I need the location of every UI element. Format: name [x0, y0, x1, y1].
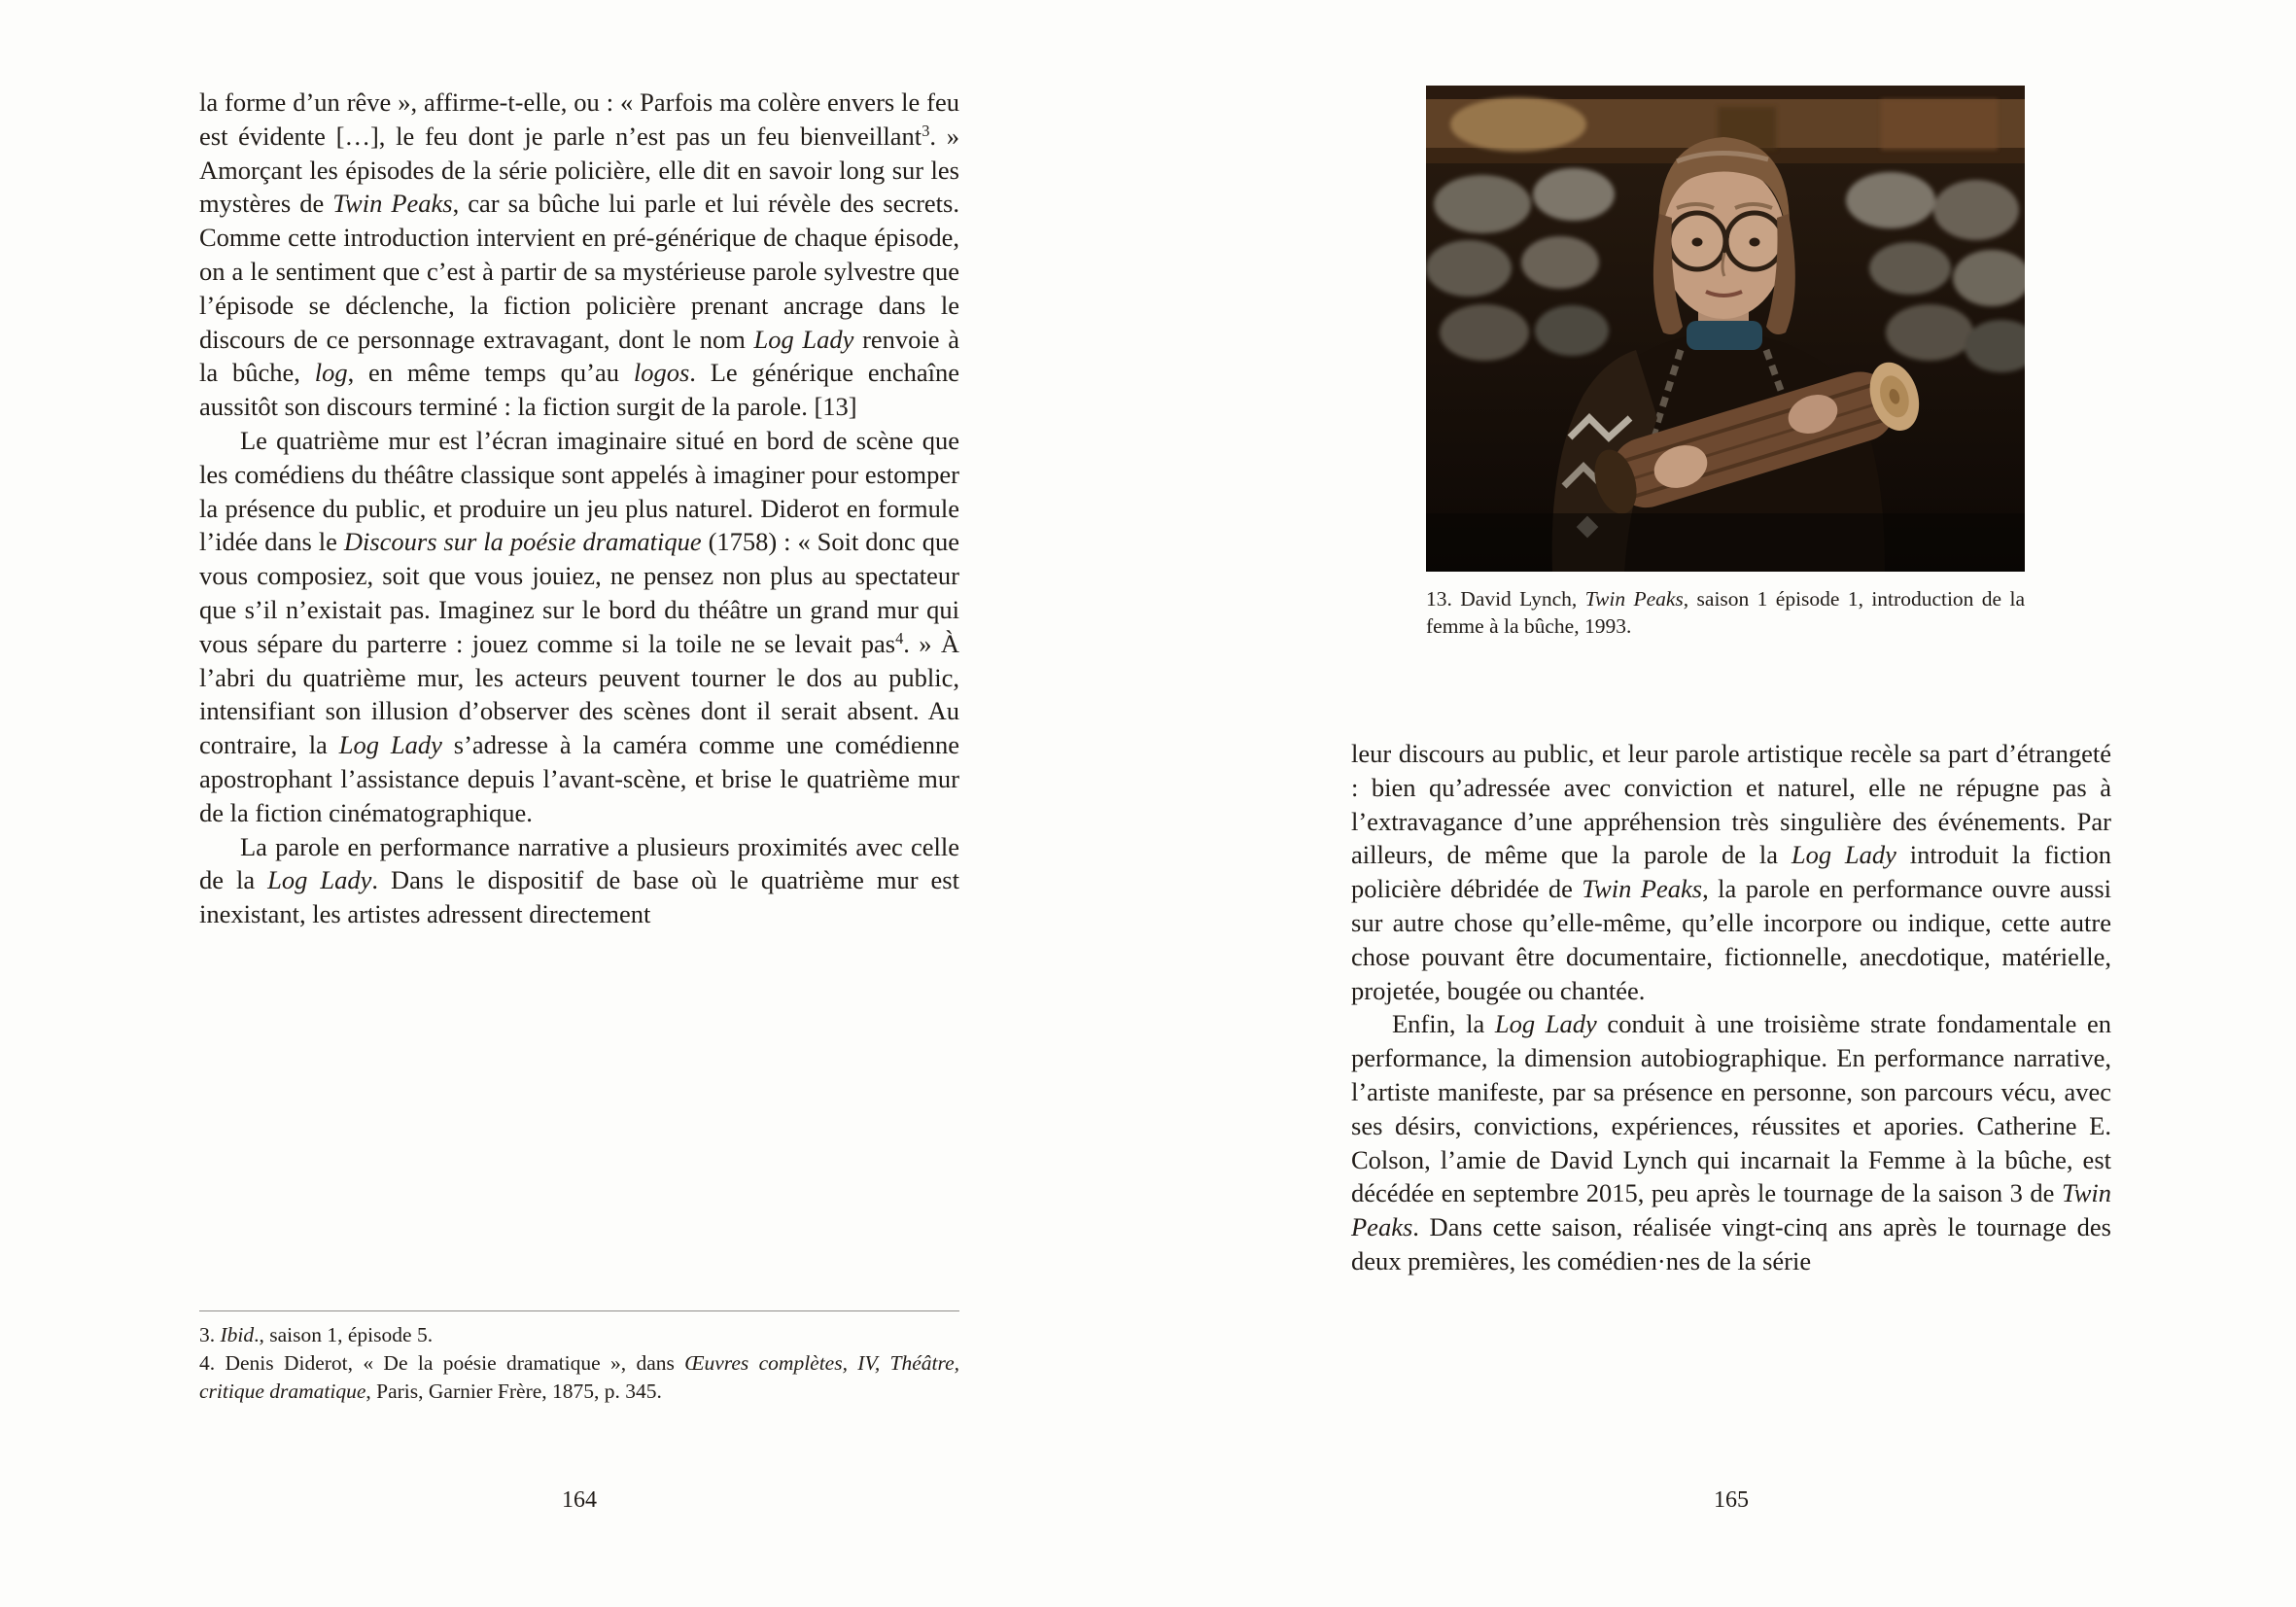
page-number-left: 164: [562, 1487, 597, 1513]
body-paragraph: Enfin, la Log Lady conduit à une troisième strate fondamentale en performance, la dimension autobiographique. En performance narrative, l’artiste manifeste, par sa présence en personne, son parcours vécu, avec ses désirs, convictions, expériences, réussites et apories. Catherine E. Colson, l’amie de David Lynch qui incarnait la Femme à la bûche, est décédée en septembre 2015, peu après le tournage de la saison 3 de Twin Peaks. Dans cette saison, réalisée vingt-cinq ans après le tournage des deux premières, les comédien·nes de la série: [1351, 1009, 2112, 1275]
figure-13: [1426, 86, 2025, 640]
footnote: 4. Denis Diderot, « De la poésie dramatique », dans Œuvres complètes, IV, Théâtre, critique dramatique, Paris, Garnier Frère, 1875, p. 345.: [199, 1351, 959, 1403]
footnotes-block: [199, 1310, 959, 1406]
footnote: 3. Ibid., saison 1, épisode 5.: [199, 1323, 434, 1346]
page-165: [1148, 0, 2296, 1607]
page-number-right: 165: [1714, 1487, 1749, 1513]
left-text-column: [199, 86, 959, 931]
body-paragraph: La parole en performance narrative a plusieurs proximités avec celle de la Log Lady. Dans le dispositif de base où le quatrième mur est inexistant, les artistes adressent directement: [199, 831, 959, 929]
right-text-column: [1351, 737, 2111, 1278]
body-paragraph: leur discours au public, et leur parole artistique recèle sa part d’étrangeté : bien qu’adressée avec conviction et naturel, elle ne répugne pas à l’extravagance d’une appréhension très singulière des événements. Par ailleurs, de même que la parole de la Log Lady introduit la fiction policière débridée de Twin Peaks, la parole en performance ouvre aussi sur autre chose qu’elle-même, qu’elle incorpore ou indique, cette autre chose pouvant être documentaire, fictionnelle, anecdotique, matérielle, projetée, bougée ou chantée.: [1351, 739, 2111, 1005]
figure-caption: 13. David Lynch, Twin Peaks, saison 1 épisode 1, introduction de la femme à la bûche, 1993.: [1426, 587, 2025, 638]
log-lady-photo-illustration: [1426, 86, 2025, 572]
footnote-rule: [199, 1310, 959, 1311]
body-paragraph: la forme d’un rêve », affirme-t-elle, ou : « Parfois ma colère envers le feu est évidente […], le feu dont je parle n’est pas un feu bienveillant$^3$. » Amorçant les épisodes de la série policière, elle dit en savoir long sur les mystères de Twin Peaks, car sa bûche lui parle et lui révèle des secrets. Comme cette introduction intervient en pré-générique de chaque épisode, on a le sentiment que c’est à partir de sa mystérieuse parole sylvestre que l’épisode se déclenche, la fiction policière prenant ancrage dans le discours de ce personnage extravagant, dont le nom Log Lady renvoie à la bûche, log, en même temps qu’au logos. Le générique enchaîne aussitôt son discours terminé : la fiction surgit de la parole. [13]: [199, 87, 960, 422]
log-lady-photo: [1426, 86, 2025, 572]
body-paragraph: Le quatrième mur est l’écran imaginaire situé en bord de scène que les comédiens du théâtre classique sont appelés à imaginer pour estomper la présence du public, et produire un jeu plus naturel. Diderot en formule l’idée dans le Discours sur la poésie dramatique (1758) : « Soit donc que vous composiez, soit que vous jouiez, ne pensez non plus au spectateur que s’il n’existait pas. Imaginez sur le bord du théâtre un grand mur qui vous sépare du parterre : jouez comme si la toile ne se levait pas$^4$. » À l’abri du quatrième mur, les acteurs peuvent tourner le dos au public, intensifiant son illusion d’observer des scènes dont il serait absent. Au contraire, la Log Lady s’adresse à la caméra comme une comédienne apostrophant l’assistance depuis l’avant-scène, et brise le quatrième mur de la fiction cinématographique.: [199, 425, 960, 827]
